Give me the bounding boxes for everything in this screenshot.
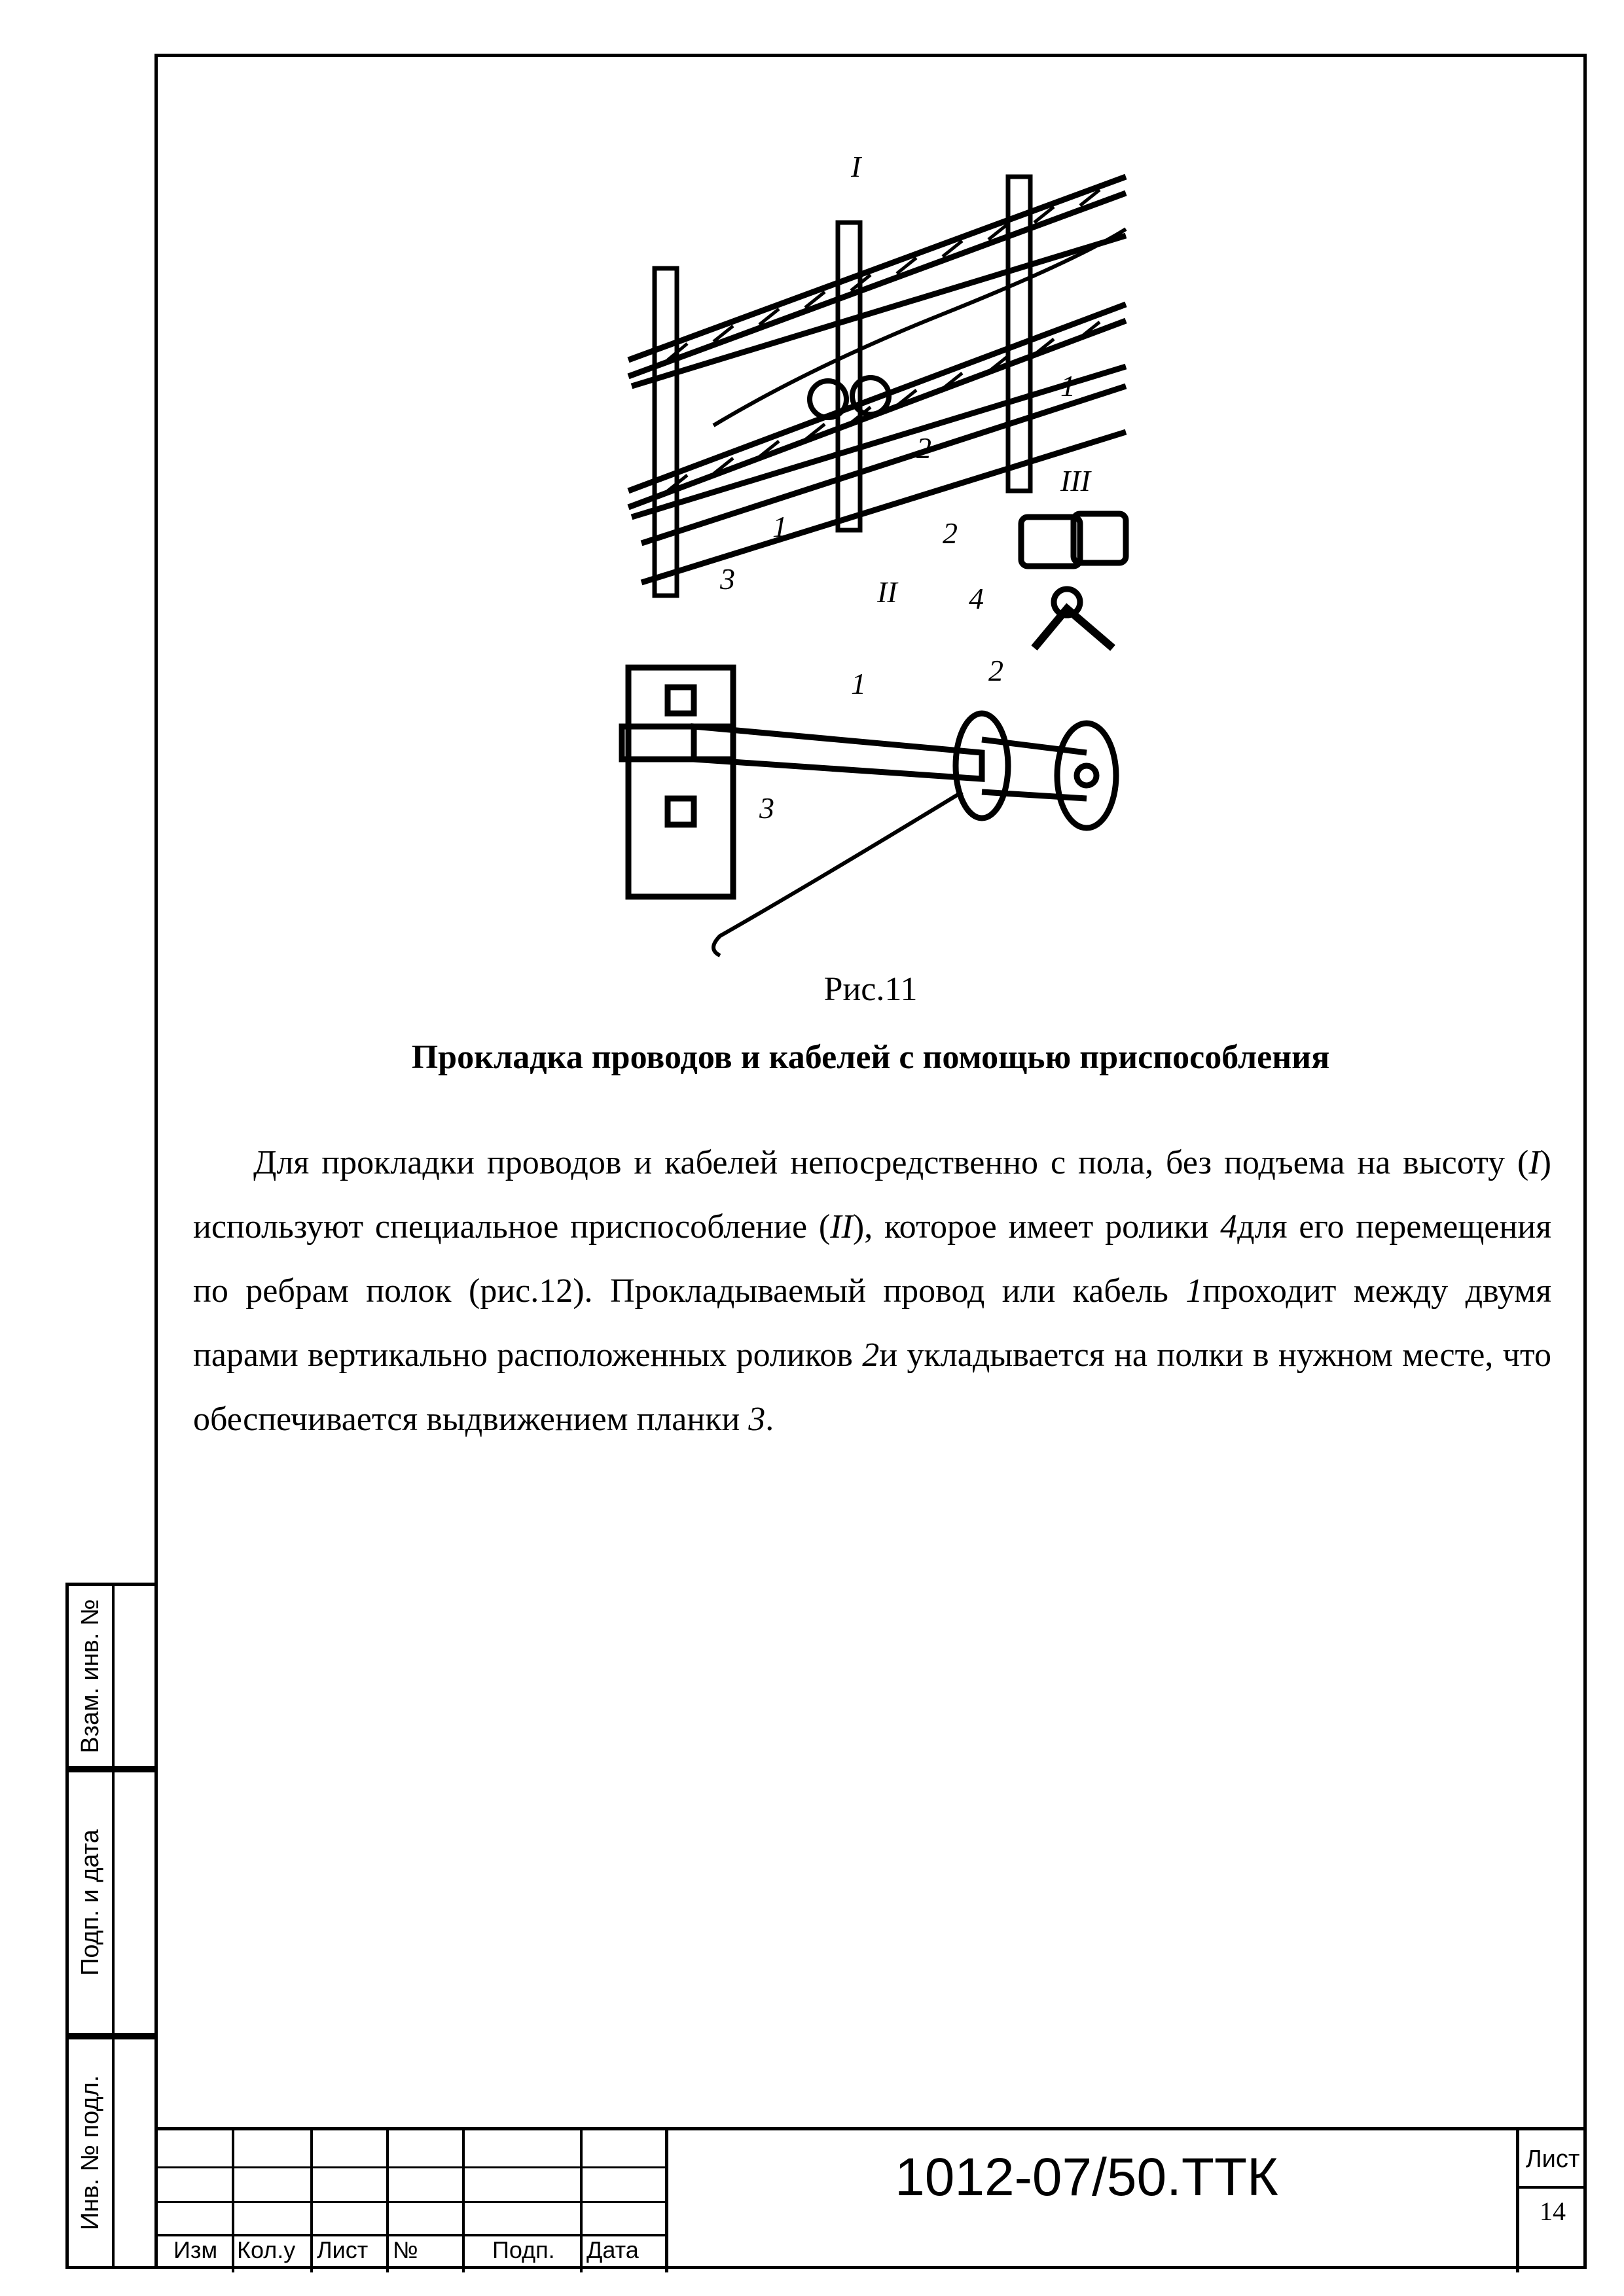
label-view-I: I: [851, 151, 861, 183]
figure-title: Прокладка проводов и кабелей с помощью приспособления: [411, 1039, 1330, 1076]
label-part-2c: 2: [988, 654, 1003, 687]
body-ref-4: 4: [1220, 1208, 1238, 1246]
tb-list-label: Лист: [317, 2236, 369, 2263]
body-text-2: ) используют специальное приспособление (: [193, 1144, 1551, 1246]
body-text-6: и укладывается на полки в нужном месте, что обеспечивается выдвижением планки: [193, 1336, 1551, 1438]
tb-data-label: Дата: [586, 2236, 639, 2263]
side-stamp-podp-data: [65, 1769, 154, 2036]
body-text-4: для его перемещения по ребрам полок (рис.12). Прокладываемый провод или кабель: [193, 1208, 1552, 1310]
sheet-label: Лист: [1525, 2145, 1580, 2173]
label-part-4: 4: [969, 582, 984, 615]
body-text-1: Для прокладки проводов и кабелей непосредственно с пола, без подъема на высоту (: [253, 1144, 1529, 1181]
body-ref-1: 1: [1185, 1272, 1203, 1310]
tb-izm-label: Изм: [173, 2236, 218, 2263]
body-ref-2: 2: [862, 1336, 880, 1374]
side-stamp-podp-data-label: Подп. и дата: [77, 1829, 104, 1976]
document-code: 1012-07/50.ТТК: [895, 2147, 1278, 2207]
label-part-1c: 1: [851, 667, 866, 700]
tb-podp-label: Подп.: [492, 2236, 555, 2263]
label-view-II: II: [877, 575, 897, 609]
sheet-number: 14: [1540, 2197, 1566, 2226]
side-stamp-vzam-inv-label: Взам. инв. №: [77, 1598, 104, 1753]
side-stamp-vzam-inv: [65, 1583, 154, 1769]
label-part-1a: 1: [1060, 369, 1075, 403]
label-view-III: III: [1060, 464, 1091, 497]
body-paragraph: [193, 1131, 1551, 1452]
view-III-roller-pair: [1021, 514, 1126, 648]
body-ref-3: 3: [748, 1401, 766, 1438]
label-part-3b: 3: [759, 791, 774, 825]
label-part-1b: 1: [772, 510, 787, 543]
tb-kol-uch-label: Кол.у: [237, 2236, 296, 2263]
side-stamp-inv-podl: [65, 2036, 154, 2269]
view-II-fixture: [622, 668, 1116, 956]
label-part-3a: 3: [720, 562, 735, 596]
tb-nomer-label: №: [393, 2236, 418, 2263]
label-part-2b: 2: [943, 516, 958, 550]
view-I-cable-trays: [628, 177, 1126, 596]
label-part-2a: 2: [916, 431, 931, 465]
body-ref-I: I: [1528, 1144, 1540, 1181]
body-text-3: ), которое имеет ролики: [852, 1208, 1221, 1246]
body-ref-II: II: [830, 1208, 853, 1246]
figure-number: Рис.11: [823, 971, 918, 1008]
body-text-5: проходит между двумя парами вертикально расположенных роликов: [193, 1272, 1551, 1374]
body-text-7: .: [765, 1401, 774, 1438]
side-stamp-inv-podl-label: Инв. № подл.: [77, 2075, 104, 2231]
cable-laying-device-drawing: [615, 151, 1152, 969]
